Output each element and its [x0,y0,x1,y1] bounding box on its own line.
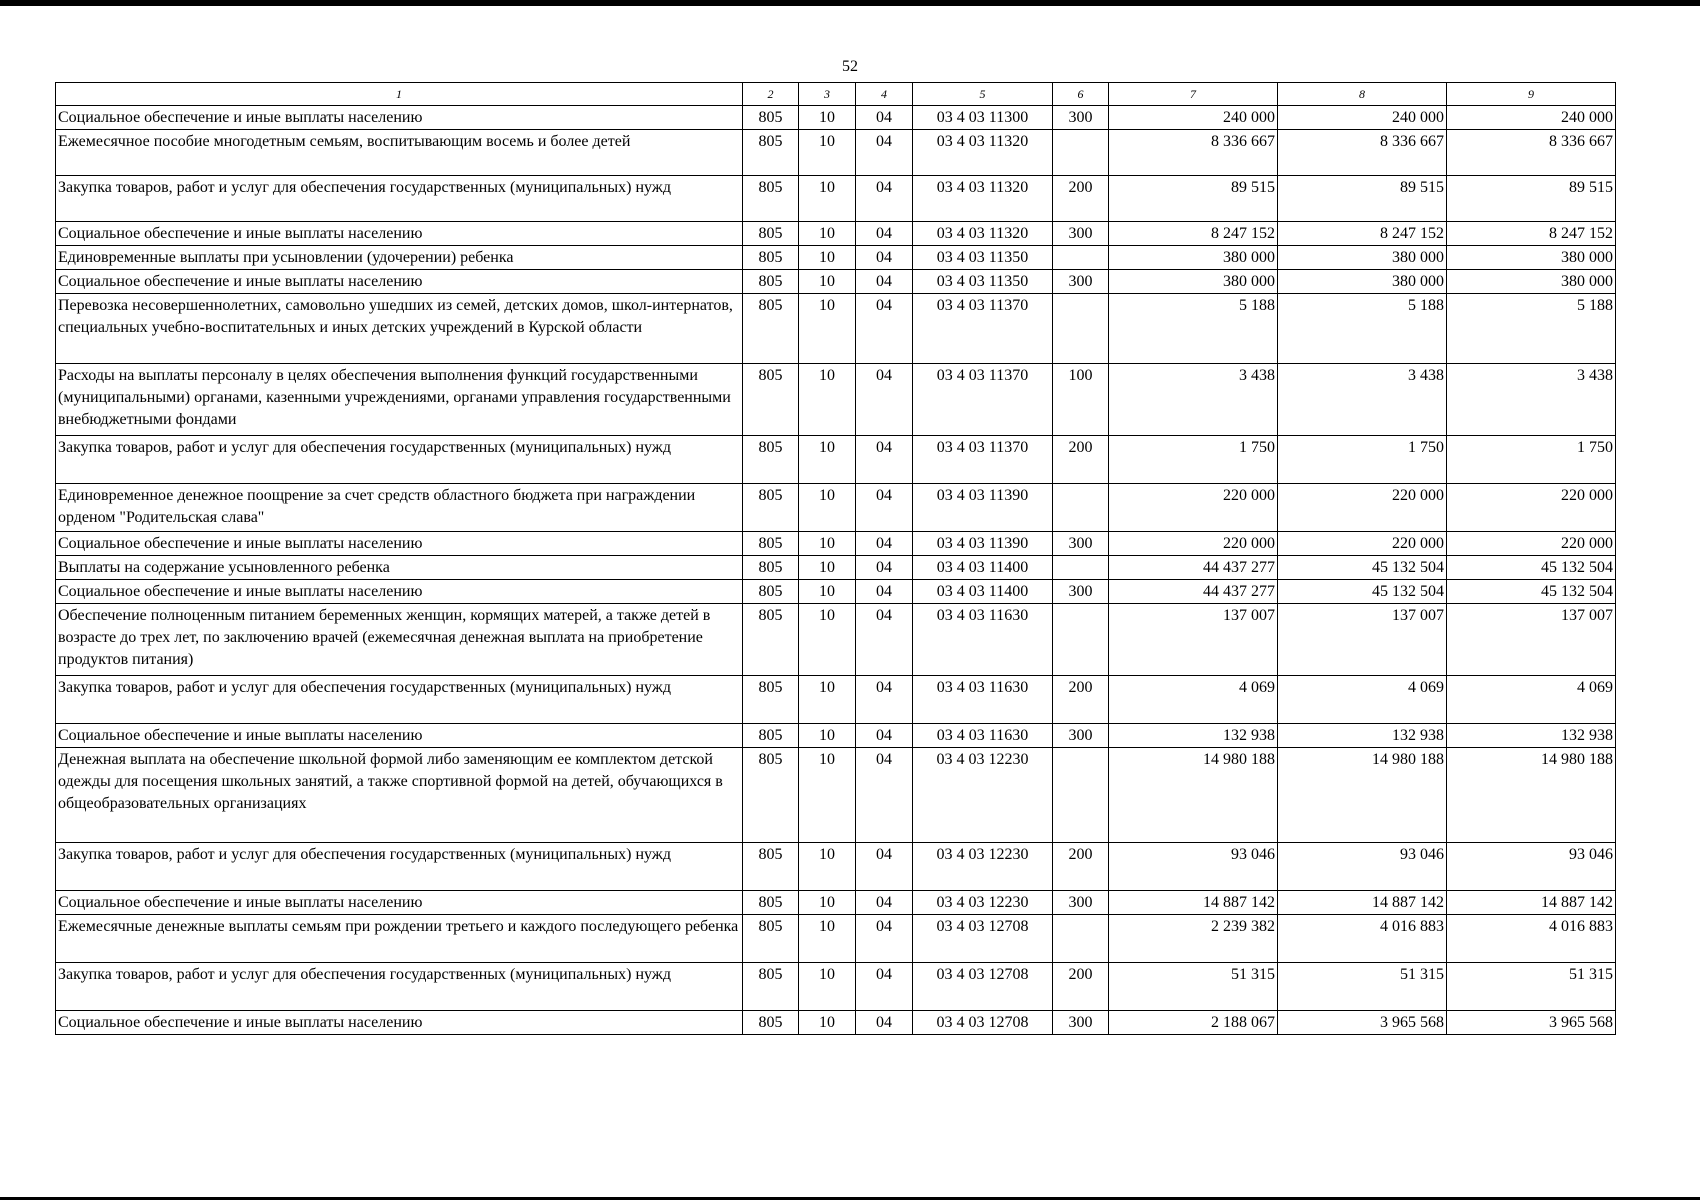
row-section-code: 10 [799,915,856,963]
row-expense-type [1053,130,1109,176]
row-target-article: 03 4 03 11350 [913,270,1053,294]
row-amount-col8: 1 750 [1278,436,1447,484]
table-row [56,843,1616,891]
header-cell: 1 [56,83,743,106]
table-row [56,963,1616,1011]
row-ministry-code: 805 [743,222,799,246]
row-description: Ежемесячные денежные выплаты семьям при рождении третьего и каждого последующего ребенка [56,915,743,963]
table-row [56,724,1616,748]
row-amount-col8: 14 887 142 [1278,891,1447,915]
table-row [56,532,1616,556]
row-amount-col9: 3 438 [1447,364,1616,436]
row-amount-col8: 5 188 [1278,294,1447,364]
row-description: Обеспечение полноценным питанием беременных женщин, кормящих матерей, а также детей в возрасте до трех лет, по заключению врачей (ежемесячная денежная выплата на приобретение продуктов питания) [56,604,743,676]
row-target-article: 03 4 03 11400 [913,556,1053,580]
row-amount-col8: 132 938 [1278,724,1447,748]
row-amount-col9: 380 000 [1447,270,1616,294]
row-target-article: 03 4 03 11390 [913,484,1053,532]
row-subsection-code: 04 [856,106,913,130]
row-section-code: 10 [799,1011,856,1035]
row-amount-col8: 137 007 [1278,604,1447,676]
row-section-code: 10 [799,891,856,915]
row-amount-col8: 380 000 [1278,246,1447,270]
row-amount-col7: 3 438 [1109,364,1278,436]
row-section-code: 10 [799,748,856,843]
row-section-code: 10 [799,580,856,604]
row-section-code: 10 [799,963,856,1011]
row-description: Закупка товаров, работ и услуг для обеспечения государственных (муниципальных) нужд [56,963,743,1011]
row-section-code: 10 [799,106,856,130]
table-row [56,604,1616,676]
row-expense-type: 300 [1053,580,1109,604]
header-row [56,83,1616,106]
row-ministry-code: 805 [743,676,799,724]
row-subsection-code: 04 [856,604,913,676]
row-description: Социальное обеспечение и иные выплаты населению [56,1011,743,1035]
row-subsection-code: 04 [856,222,913,246]
row-expense-type [1053,484,1109,532]
row-description: Закупка товаров, работ и услуг для обеспечения государственных (муниципальных) нужд [56,843,743,891]
row-expense-type: 100 [1053,364,1109,436]
row-subsection-code: 04 [856,1011,913,1035]
row-description: Закупка товаров, работ и услуг для обеспечения государственных (муниципальных) нужд [56,676,743,724]
row-description: Социальное обеспечение и иные выплаты населению [56,724,743,748]
row-section-code: 10 [799,294,856,364]
row-amount-col7: 44 437 277 [1109,556,1278,580]
row-description: Единовременное денежное поощрение за счет средств областного бюджета при награждении орденом "Родительская слава" [56,484,743,532]
row-amount-col8: 4 016 883 [1278,915,1447,963]
row-target-article: 03 4 03 11370 [913,364,1053,436]
row-subsection-code: 04 [856,364,913,436]
row-subsection-code: 04 [856,724,913,748]
row-description: Социальное обеспечение и иные выплаты населению [56,891,743,915]
row-ministry-code: 805 [743,724,799,748]
scan-border-top [0,0,1700,6]
table-body [56,106,1616,1035]
table-row [56,130,1616,176]
budget-table [55,82,1616,1035]
row-expense-type: 300 [1053,222,1109,246]
row-amount-col7: 220 000 [1109,484,1278,532]
row-amount-col8: 240 000 [1278,106,1447,130]
row-target-article: 03 4 03 11630 [913,676,1053,724]
row-amount-col9: 14 980 188 [1447,748,1616,843]
row-amount-col7: 5 188 [1109,294,1278,364]
row-ministry-code: 805 [743,843,799,891]
table-row [56,246,1616,270]
row-amount-col9: 45 132 504 [1447,556,1616,580]
row-section-code: 10 [799,604,856,676]
row-section-code: 10 [799,532,856,556]
row-ministry-code: 805 [743,556,799,580]
table-row [56,270,1616,294]
row-expense-type: 200 [1053,963,1109,1011]
table-row [56,294,1616,364]
row-amount-col7: 8 247 152 [1109,222,1278,246]
row-amount-col8: 51 315 [1278,963,1447,1011]
row-amount-col8: 8 336 667 [1278,130,1447,176]
header-cell: 4 [856,83,913,106]
row-section-code: 10 [799,556,856,580]
row-description: Закупка товаров, работ и услуг для обеспечения государственных (муниципальных) нужд [56,436,743,484]
row-target-article: 03 4 03 11630 [913,604,1053,676]
row-expense-type: 200 [1053,436,1109,484]
row-ministry-code: 805 [743,580,799,604]
row-subsection-code: 04 [856,484,913,532]
row-expense-type: 200 [1053,676,1109,724]
row-amount-col9: 4 016 883 [1447,915,1616,963]
table-row [56,891,1616,915]
row-description: Выплаты на содержание усыновленного ребенка [56,556,743,580]
row-description: Расходы на выплаты персоналу в целях обеспечения выполнения функций государственными (муниципальными) органами, казенными учреждениями, органами управления государственными внебюджетными фондами [56,364,743,436]
row-subsection-code: 04 [856,580,913,604]
row-description: Денежная выплата на обеспечение школьной формой либо заменяющим ее комплектом детской одежды для посещения школьных занятий, а также спортивной формой на детей, обучающихся в общеобразовательных организациях [56,748,743,843]
row-section-code: 10 [799,246,856,270]
row-amount-col7: 14 887 142 [1109,891,1278,915]
row-subsection-code: 04 [856,676,913,724]
row-section-code: 10 [799,270,856,294]
row-amount-col9: 240 000 [1447,106,1616,130]
row-amount-col7: 132 938 [1109,724,1278,748]
row-amount-col8: 220 000 [1278,532,1447,556]
row-amount-col7: 51 315 [1109,963,1278,1011]
row-expense-type: 200 [1053,176,1109,222]
table-row [56,1011,1616,1035]
row-amount-col7: 14 980 188 [1109,748,1278,843]
row-ministry-code: 805 [743,294,799,364]
row-target-article: 03 4 03 12708 [913,1011,1053,1035]
row-target-article: 03 4 03 11350 [913,246,1053,270]
row-description: Социальное обеспечение и иные выплаты населению [56,270,743,294]
row-description: Перевозка несовершеннолетних, самовольно ушедших из семей, детских домов, школ-интернатов, специальных учебно-воспитательных и иных детских учреждений в Курской области [56,294,743,364]
row-subsection-code: 04 [856,843,913,891]
row-expense-type: 300 [1053,891,1109,915]
row-description: Закупка товаров, работ и услуг для обеспечения государственных (муниципальных) нужд [56,176,743,222]
row-description: Социальное обеспечение и иные выплаты населению [56,106,743,130]
row-ministry-code: 805 [743,436,799,484]
row-amount-col7: 137 007 [1109,604,1278,676]
row-amount-col7: 2 239 382 [1109,915,1278,963]
row-section-code: 10 [799,222,856,246]
row-amount-col9: 4 069 [1447,676,1616,724]
row-description: Единовременные выплаты при усыновлении (удочерении) ребенка [56,246,743,270]
row-ministry-code: 805 [743,963,799,1011]
table-row [56,676,1616,724]
table-row [56,580,1616,604]
row-target-article: 03 4 03 11370 [913,294,1053,364]
header-cell: 9 [1447,83,1616,106]
row-description: Социальное обеспечение и иные выплаты населению [56,222,743,246]
row-subsection-code: 04 [856,891,913,915]
row-amount-col9: 8 336 667 [1447,130,1616,176]
row-target-article: 03 4 03 11390 [913,532,1053,556]
row-section-code: 10 [799,364,856,436]
row-amount-col7: 1 750 [1109,436,1278,484]
row-description: Ежемесячное пособие многодетным семьям, воспитывающим восемь и более детей [56,130,743,176]
header-cell: 8 [1278,83,1447,106]
row-expense-type: 200 [1053,843,1109,891]
row-target-article: 03 4 03 12708 [913,915,1053,963]
row-subsection-code: 04 [856,270,913,294]
row-ministry-code: 805 [743,604,799,676]
table-row [56,556,1616,580]
row-subsection-code: 04 [856,556,913,580]
row-amount-col7: 2 188 067 [1109,1011,1278,1035]
row-description: Социальное обеспечение и иные выплаты населению [56,580,743,604]
row-expense-type [1053,604,1109,676]
row-target-article: 03 4 03 12230 [913,891,1053,915]
row-subsection-code: 04 [856,436,913,484]
row-ministry-code: 805 [743,484,799,532]
header-cell: 3 [799,83,856,106]
row-amount-col9: 1 750 [1447,436,1616,484]
row-expense-type [1053,748,1109,843]
row-amount-col9: 132 938 [1447,724,1616,748]
row-subsection-code: 04 [856,963,913,1011]
row-section-code: 10 [799,436,856,484]
row-ministry-code: 805 [743,891,799,915]
row-amount-col9: 14 887 142 [1447,891,1616,915]
row-expense-type: 300 [1053,270,1109,294]
header-cell: 7 [1109,83,1278,106]
row-amount-col9: 93 046 [1447,843,1616,891]
row-ministry-code: 805 [743,1011,799,1035]
row-subsection-code: 04 [856,748,913,843]
row-section-code: 10 [799,484,856,532]
row-target-article: 03 4 03 11320 [913,176,1053,222]
row-amount-col9: 51 315 [1447,963,1616,1011]
table-row [56,915,1616,963]
row-target-article: 03 4 03 11630 [913,724,1053,748]
row-amount-col7: 4 069 [1109,676,1278,724]
row-target-article: 03 4 03 11300 [913,106,1053,130]
row-amount-col9: 220 000 [1447,532,1616,556]
header-cell: 2 [743,83,799,106]
row-amount-col7: 8 336 667 [1109,130,1278,176]
row-amount-col8: 93 046 [1278,843,1447,891]
table-row [56,484,1616,532]
row-ministry-code: 805 [743,130,799,176]
row-target-article: 03 4 03 12708 [913,963,1053,1011]
row-subsection-code: 04 [856,915,913,963]
row-amount-col7: 93 046 [1109,843,1278,891]
row-ministry-code: 805 [743,270,799,294]
row-ministry-code: 805 [743,106,799,130]
row-target-article: 03 4 03 11320 [913,222,1053,246]
row-amount-col8: 3 965 568 [1278,1011,1447,1035]
row-amount-col9: 5 188 [1447,294,1616,364]
row-subsection-code: 04 [856,532,913,556]
row-section-code: 10 [799,176,856,222]
row-amount-col8: 89 515 [1278,176,1447,222]
row-expense-type: 300 [1053,724,1109,748]
row-amount-col8: 220 000 [1278,484,1447,532]
row-amount-col9: 45 132 504 [1447,580,1616,604]
page-number: 52 [842,58,858,75]
row-amount-col9: 8 247 152 [1447,222,1616,246]
row-target-article: 03 4 03 11370 [913,436,1053,484]
row-subsection-code: 04 [856,130,913,176]
row-target-article: 03 4 03 12230 [913,843,1053,891]
row-target-article: 03 4 03 11320 [913,130,1053,176]
table-row [56,222,1616,246]
row-amount-col8: 4 069 [1278,676,1447,724]
row-subsection-code: 04 [856,294,913,364]
row-amount-col8: 8 247 152 [1278,222,1447,246]
row-amount-col9: 137 007 [1447,604,1616,676]
table-row [56,176,1616,222]
row-amount-col7: 380 000 [1109,246,1278,270]
row-amount-col8: 45 132 504 [1278,556,1447,580]
row-amount-col8: 14 980 188 [1278,748,1447,843]
row-expense-type: 300 [1053,1011,1109,1035]
row-section-code: 10 [799,130,856,176]
row-amount-col7: 44 437 277 [1109,580,1278,604]
row-ministry-code: 805 [743,364,799,436]
row-amount-col7: 380 000 [1109,270,1278,294]
row-amount-col7: 220 000 [1109,532,1278,556]
row-expense-type: 300 [1053,532,1109,556]
row-amount-col8: 45 132 504 [1278,580,1447,604]
row-amount-col7: 240 000 [1109,106,1278,130]
table-row [56,106,1616,130]
row-ministry-code: 805 [743,748,799,843]
row-amount-col8: 380 000 [1278,270,1447,294]
row-amount-col7: 89 515 [1109,176,1278,222]
row-description: Социальное обеспечение и иные выплаты населению [56,532,743,556]
table-row [56,436,1616,484]
row-expense-type [1053,556,1109,580]
row-expense-type [1053,246,1109,270]
row-amount-col9: 3 965 568 [1447,1011,1616,1035]
row-amount-col9: 380 000 [1447,246,1616,270]
row-section-code: 10 [799,843,856,891]
header-cell: 6 [1053,83,1109,106]
row-expense-type [1053,915,1109,963]
row-expense-type [1053,294,1109,364]
row-ministry-code: 805 [743,532,799,556]
row-subsection-code: 04 [856,176,913,222]
table-row [56,364,1616,436]
header-cell: 5 [913,83,1053,106]
row-target-article: 03 4 03 12230 [913,748,1053,843]
row-amount-col9: 89 515 [1447,176,1616,222]
row-section-code: 10 [799,724,856,748]
row-subsection-code: 04 [856,246,913,270]
row-amount-col8: 3 438 [1278,364,1447,436]
row-ministry-code: 805 [743,246,799,270]
row-target-article: 03 4 03 11400 [913,580,1053,604]
table-row [56,748,1616,843]
row-ministry-code: 805 [743,915,799,963]
row-expense-type: 300 [1053,106,1109,130]
row-amount-col9: 220 000 [1447,484,1616,532]
row-ministry-code: 805 [743,176,799,222]
row-section-code: 10 [799,676,856,724]
